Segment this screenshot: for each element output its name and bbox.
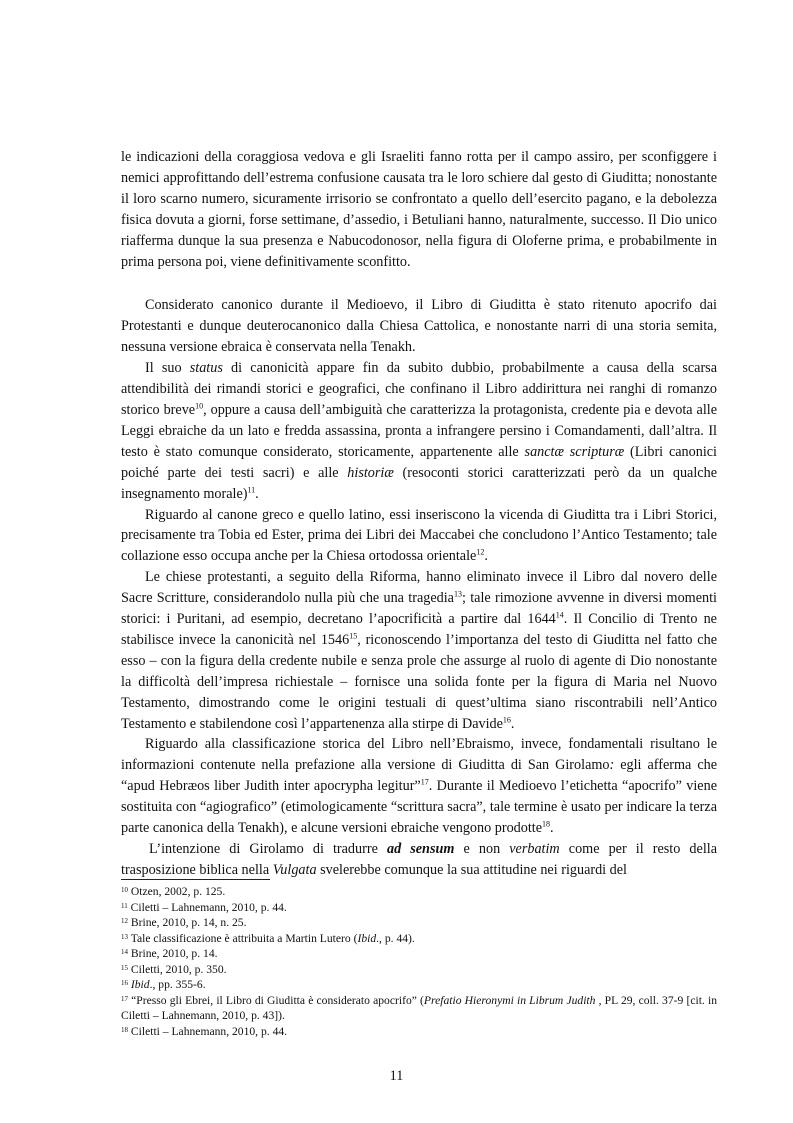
page-number: 11 xyxy=(389,1068,404,1084)
footnote-18 xyxy=(121,1024,717,1040)
text: (resoconti storici caratterizzati però da un qualche insegnamento morale) xyxy=(121,464,717,502)
footnote-text: Brine, 2010, p. 14. xyxy=(128,947,218,960)
footnote-ref[interactable]: 13 xyxy=(453,589,462,599)
footnote-number: 13 xyxy=(121,932,128,941)
text: ; tale rimozione avvenne in diversi momenti storici: i Puritani, ad esempio, decretano l’apocrificità a partire dal 1644 xyxy=(121,590,717,628)
paragraph-7 xyxy=(121,839,717,881)
footnote-italic: Prefatio Hieronymi in Librum Judith xyxy=(423,993,596,1007)
footnote-ref[interactable]: 10 xyxy=(195,401,204,411)
footnote-ref[interactable]: 11 xyxy=(247,484,256,494)
footnote-ref[interactable]: 14 xyxy=(555,610,564,620)
italic-text: : xyxy=(609,757,615,774)
italic-text: historiæ xyxy=(347,464,394,481)
text: Considerato canonico durante il Medioevo, il Libro di Giuditta è stato ritenuto apocrifo dai Protestanti e dunque deuterocanonico dalla Chiesa Cattolica, e nonostante narri di una storia semita, nessuna versione ebraica è conservata nella Tenakh. xyxy=(121,297,717,356)
footnote-italic: Ibid xyxy=(357,931,377,945)
footnote-italic: Ibid xyxy=(128,978,150,991)
paragraph-gap xyxy=(121,272,717,295)
text: Il suo xyxy=(145,360,190,377)
footnote-10 xyxy=(121,884,717,900)
text: egli afferma che “apud Hebræos liber Judith inter apocrypha legitur” xyxy=(121,757,718,795)
paragraph-2 xyxy=(121,295,717,358)
footnote-text: Tale classificazione è attribuita a Martin Lutero ( xyxy=(128,931,358,945)
footnote-text: Brine, 2010, p. 14, n. 25. xyxy=(128,916,247,929)
text: L’intenzione di Girolamo di tradurre xyxy=(149,841,387,857)
text: (Libri canonici poiché parte dei testi sacri) e alle xyxy=(121,443,717,481)
text: come per il resto della trasposizione biblica nella xyxy=(121,841,717,878)
footnote-number: 15 xyxy=(121,963,128,972)
footnote-number: 17 xyxy=(121,994,128,1003)
footnote-text: Ciletti – Lahnemann, 2010, p. 44. xyxy=(128,1024,288,1038)
text: e non xyxy=(454,841,510,857)
italic-text: status xyxy=(189,360,223,377)
footnote-16 xyxy=(121,977,717,993)
footnote-ref[interactable]: 12 xyxy=(476,547,485,557)
footnote-number: 14 xyxy=(121,948,128,956)
paragraph-5 xyxy=(121,567,717,734)
paragraph-4 xyxy=(121,505,717,568)
footnote-ref[interactable]: 16 xyxy=(502,714,511,724)
text: . xyxy=(510,715,515,732)
footnotes xyxy=(121,884,717,1039)
italic-text: verbatim xyxy=(509,841,560,857)
footnote-number: 10 xyxy=(121,886,128,894)
footnote-ref[interactable]: 18 xyxy=(542,819,551,829)
text: . xyxy=(255,485,259,502)
paragraph-3 xyxy=(121,358,717,504)
italic-text: ad sensum xyxy=(386,841,455,857)
footnote-number: 12 xyxy=(121,917,128,925)
footnote-ref[interactable]: 17 xyxy=(420,777,429,787)
main-text xyxy=(121,147,717,881)
italic-text: Vulgata xyxy=(272,861,317,878)
footnote-text: Ciletti, 2010, p. 350. xyxy=(128,962,227,976)
text: svelerebbe comunque la sua attitudine nei riguardi del xyxy=(316,861,628,878)
italic-text: sanctæ scripturæ xyxy=(524,443,625,460)
footnote-11 xyxy=(121,900,717,916)
text: Riguardo alla classificazione storica del Libro nell’Ebraismo, invece, fondamentali risultano le informazioni contenute nella prefazione alla versione di Giuditta di San Girolamo xyxy=(121,736,717,774)
text: . xyxy=(484,548,488,565)
text: . xyxy=(550,820,554,837)
footnote-number: 16 xyxy=(121,979,128,987)
footnote-12 xyxy=(121,915,717,931)
text: . Il Concilio di Trento ne stabilisce invece la canonicità nel 1546 xyxy=(121,611,717,648)
footnote-separator xyxy=(121,879,270,880)
footnote-text: , PL 29, coll. 37-9 [cit. in Ciletti – Lahnemann, 2010, p. 43]). xyxy=(121,993,717,1022)
text: . Durante il Medioevo l’etichetta “apocrifo” viene sostituita con “agiografico” (etimologicamente “scrittura sacra”, tale termine è usato per indicare la terza parte canonica della Tenakh), e alcune versioni ebraiche vengono prodotte xyxy=(121,778,717,837)
footnote-13 xyxy=(121,931,717,947)
footnote-text: ., p. 44). xyxy=(376,931,415,945)
text: , oppure a causa dell’ambiguità che caratterizza la protagonista, credente pia e devota alle Leggi ebraiche da un lato e fredda assassina, pronta a infrangere persino i Comandamenti, dall’altra. Il testo è stato comunque considerato, storicamente, appartenente alle xyxy=(121,401,717,460)
footnote-text: Otzen, 2002, p. 125. xyxy=(128,885,226,898)
footnote-15 xyxy=(121,962,717,978)
text: Le chiese protestanti, a seguito della Riforma, hanno eliminato invece il Libro dal novero delle Sacre Scritture, considerandolo nulla più che una tragedia xyxy=(121,569,717,607)
footnote-ref[interactable]: 15 xyxy=(349,631,358,641)
footnote-text: ., pp. 355-6. xyxy=(149,978,206,991)
footnote-number: 18 xyxy=(121,1025,128,1034)
paragraph-1 xyxy=(121,147,717,272)
paragraph-6 xyxy=(121,734,717,839)
footnote-text: “Presso gli Ebrei, il Libro di Giuditta è considerato apocrifo” ( xyxy=(128,993,424,1007)
footnote-17 xyxy=(121,993,717,1024)
footnote-14 xyxy=(121,946,717,962)
text: Riguardo al canone greco e quello latino, essi inseriscono la vicenda di Giuditta tra i Libri Storici, precisamente tra Tobia ed Ester, prima dei Libri dei Maccabei che concludono l’Antico Testamento; tale collazione esso occupa anche per la Chiesa ortodossa orientale xyxy=(121,506,717,565)
footnote-text: Ciletti – Lahnemann, 2010, p. 44. xyxy=(127,900,287,914)
text: le indicazioni della coraggiosa vedova e gli Israeliti fanno rotta per il campo assiro, per sconfiggere i nemici approfittando dell’estrema confusione causata tra le loro schiere dal gesto di Giuditta; nonostante il loro scarno numero, sicuramente irrisorio se confrontato a quello dell’esercito pagano, e la debolezza fisica dovuta a giorni, forse settimane, d’assedio, i Betuliani hanno, naturalmente, successo. Il Dio unico riafferma dunque la sua presenza e Nabucodonosor, nella figura di Oloferne prima, e probabilmente in prima persona poi, viene definitivamente sconfitto. xyxy=(121,149,717,270)
text: , riconoscendo l’importanza del testo di Giuditta nel fatto che esso – con la figura della credente nubile e senza prole che assurge al ruolo di agente di Dio nonostante la difficoltà dell’impresa richiestale – fornisce una solida fonte per la figura di Maria nel Nuovo Testamento, dimostrando come le origini testuali di quest’ultima siano riscontrabili nell’Antico Testamento e stabilendone così l’appartenenza alla stirpe di Davide xyxy=(121,631,717,732)
footnote-number: 11 xyxy=(121,901,128,910)
text: di canonicità appare fin da subito dubbio, probabilmente a causa della scarsa attendibilità dei rimandi storici e geografici, che confinano il Libro addirittura nei ranghi di romanzo storico breve xyxy=(121,360,718,418)
